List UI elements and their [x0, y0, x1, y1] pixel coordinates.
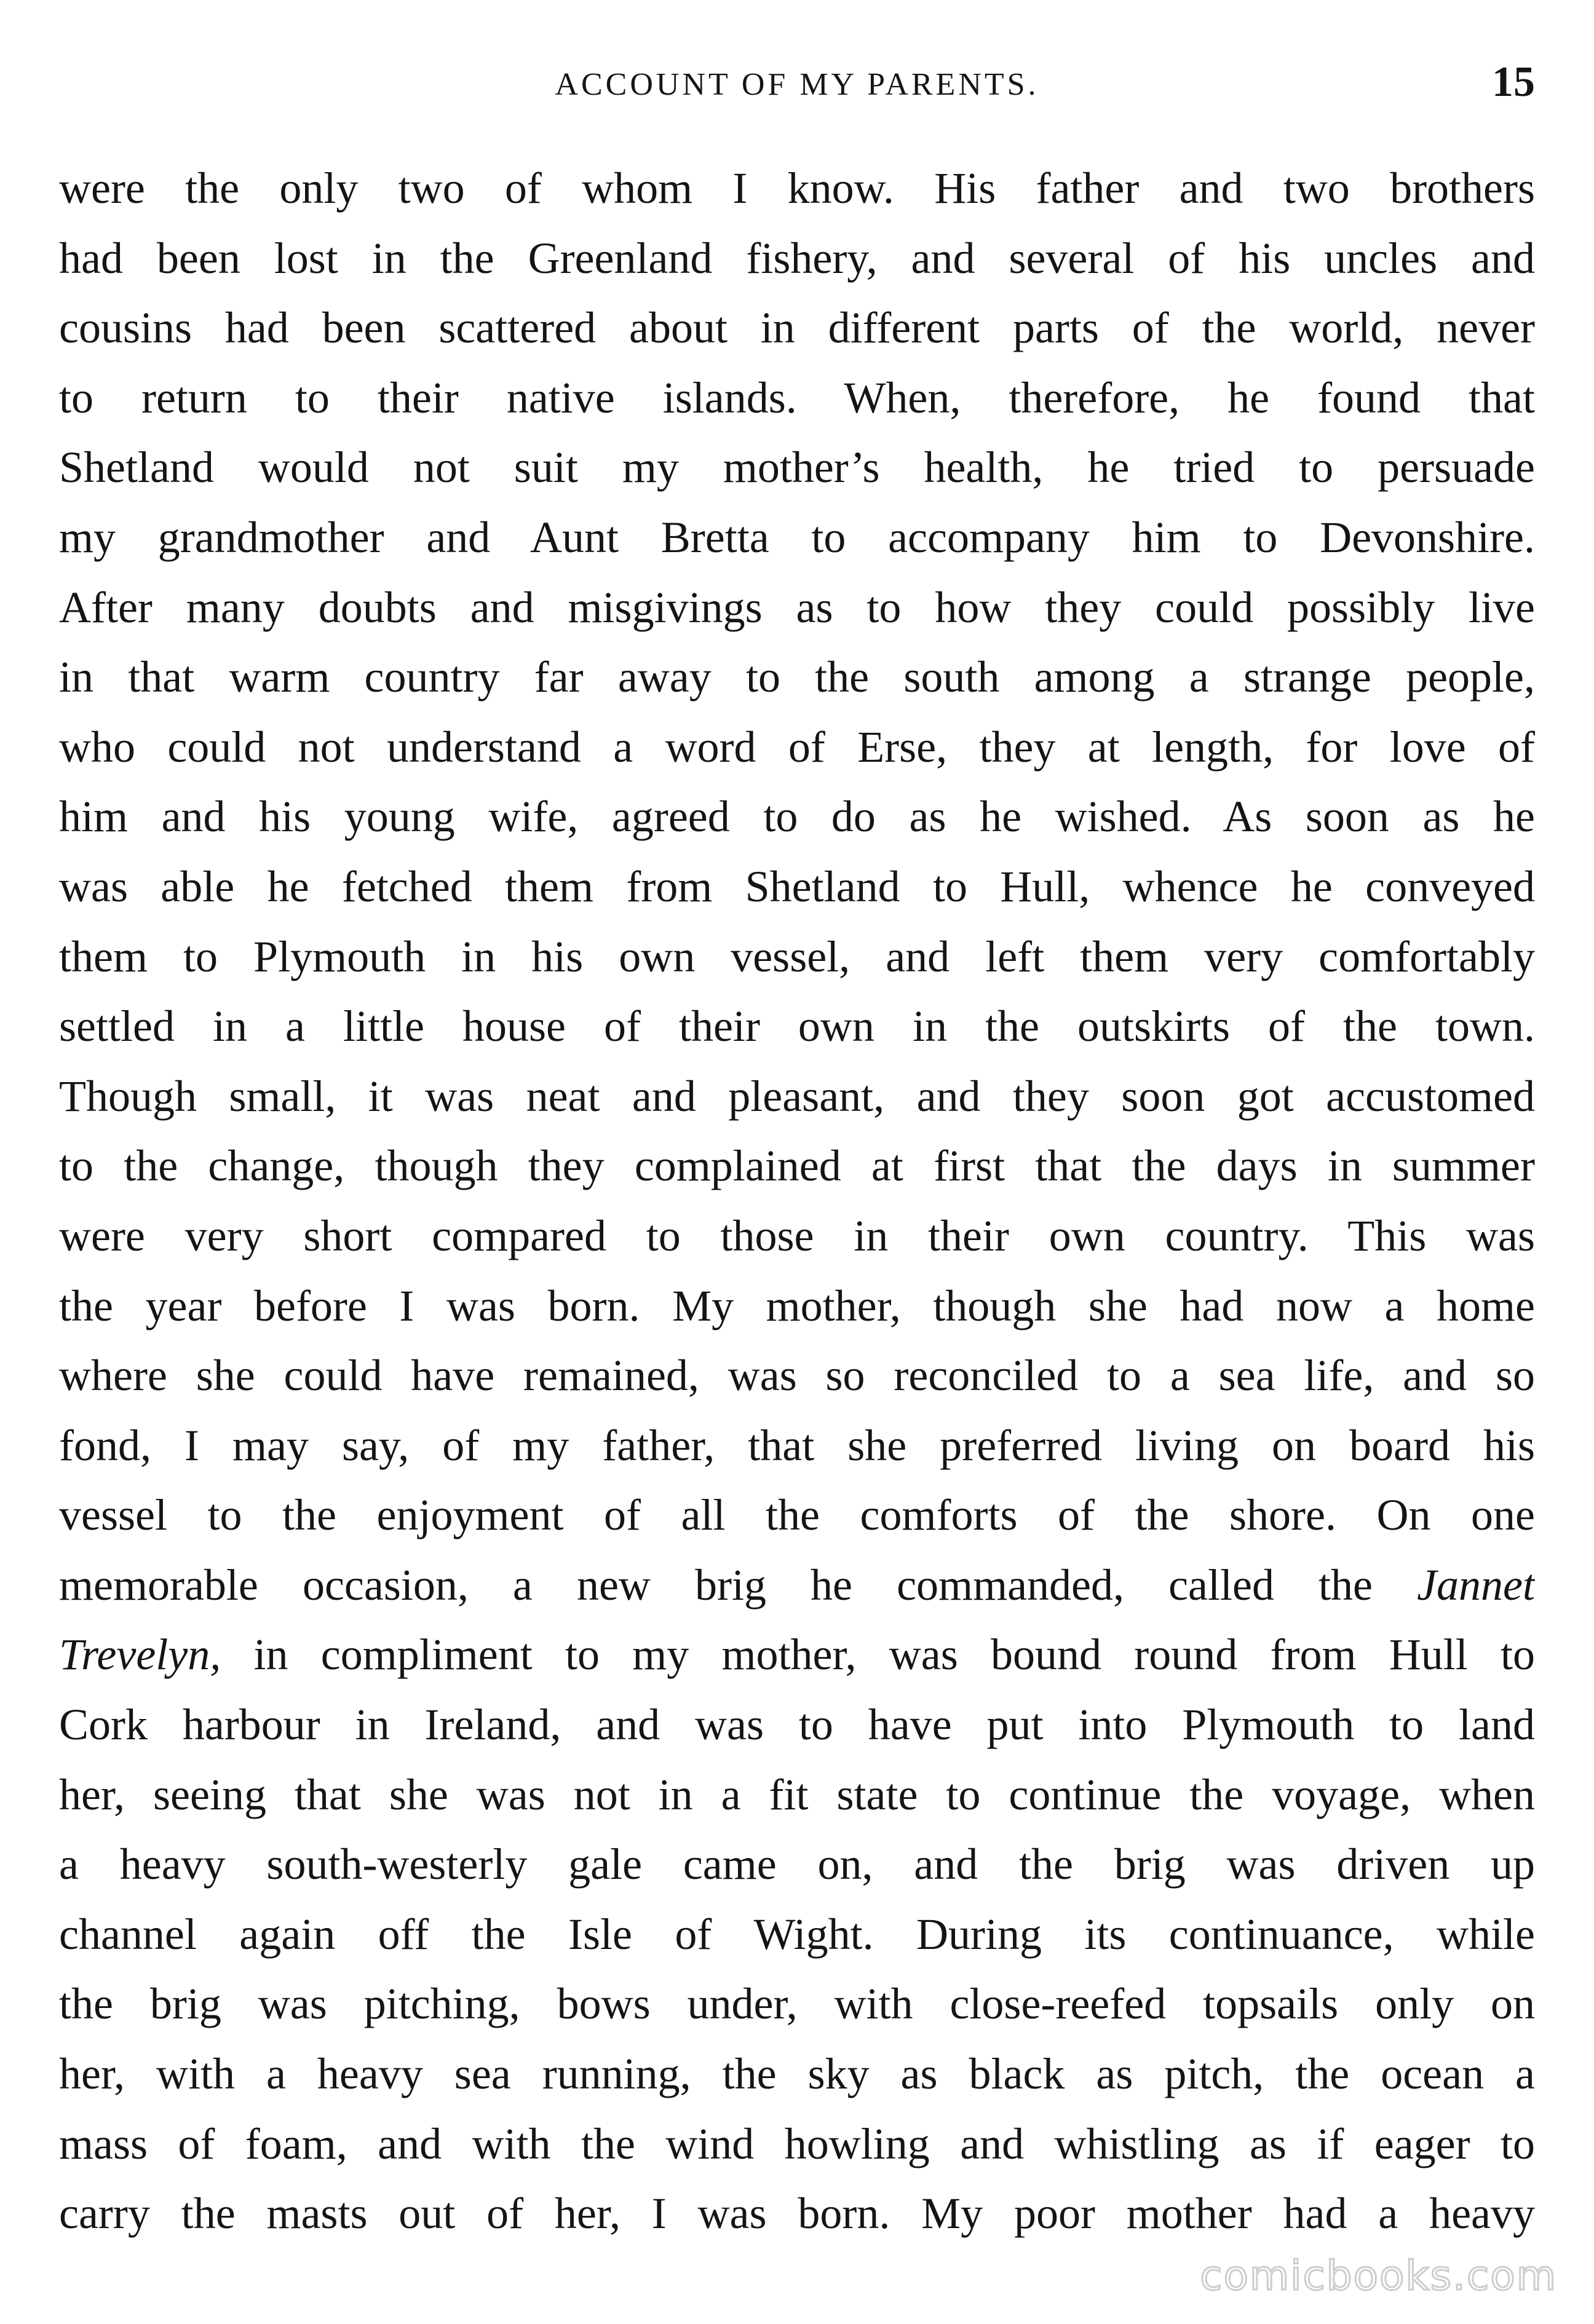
body-text	[59, 154, 1535, 2249]
text-line: vessel to the enjoyment of all the comforts of the shore. On one	[59, 1490, 1535, 1540]
page-number: 15	[1492, 58, 1535, 106]
text-line: a heavy south-westerly gale came on, and the brig was driven up	[59, 1840, 1535, 1889]
text-line: to return to their native islands. When, therefore, he found that	[59, 373, 1535, 422]
running-head	[59, 58, 1535, 111]
text-line: were very short compared to those in their own country. This was	[59, 1211, 1535, 1260]
text-line: had been lost in the Greenland fishery, and several of his uncles and	[59, 233, 1535, 283]
watermark: comicbooks.com	[1200, 2252, 1557, 2299]
text-line: the year before I was born. My mother, though she had now a home	[59, 1281, 1535, 1330]
text-line: her, seeing that she was not in a fit state to continue the voyage, when	[59, 1769, 1535, 1819]
text-line: my grandmother and Aunt Bretta to accompany him to Devonshire.	[59, 512, 1535, 562]
text-line: the brig was pitching, bows under, with close-reefed topsails only on	[59, 1979, 1535, 2029]
text-line: were the only two of whom I know. His father and two brothers	[59, 164, 1535, 213]
ship-name-part: Trevelyn,	[59, 1630, 221, 1680]
text-line: memorable occasion, a new brig he commanded, called the Jannet	[59, 1560, 1535, 1610]
running-title: ACCOUNT OF MY PARENTS.	[555, 67, 1039, 102]
text-line: him and his young wife, agreed to do as he wished. As soon as he	[59, 792, 1535, 842]
text-line: mass of foam, and with the wind howling and whistling as if eager to	[59, 2119, 1535, 2168]
text-line: channel again off the Isle of Wight. During its continuance, while	[59, 1909, 1535, 1959]
text-line: them to Plymouth in his own vessel, and left them very comfortably	[59, 931, 1535, 981]
text-line: to the change, though they complained at first that the days in summer	[59, 1141, 1535, 1191]
text-line: carry the masts out of her, I was born. My poor mother had a heavy	[59, 2189, 1535, 2239]
text-line: Though small, it was neat and pleasant, and they soon got accustomed	[59, 1071, 1535, 1121]
text-line: her, with a heavy sea running, the sky as black as pitch, the ocean a	[59, 2049, 1535, 2099]
text-line: Shetland would not suit my mother’s health, he tried to persuade	[59, 443, 1535, 492]
text-line: cousins had been scattered about in different parts of the world, never	[59, 303, 1535, 353]
text-line: in that warm country far away to the south among a strange people,	[59, 652, 1535, 702]
text-line: who could not understand a word of Erse, they at length, for love of	[59, 722, 1535, 772]
text-line: settled in a little house of their own in the outskirts of the town.	[59, 1002, 1535, 1051]
text-line: where she could have remained, was so reconciled to a sea life, and so	[59, 1351, 1535, 1401]
text-line: After many doubts and misgivings as to how they could possibly live	[59, 582, 1535, 632]
text-line: fond, I may say, of my father, that she preferred living on board his	[59, 1420, 1535, 1470]
ship-name-part: Jannet	[1417, 1560, 1535, 1610]
text-line: was able he fetched them from Shetland to Hull, whence he conveyed	[59, 861, 1535, 911]
text-line: Trevelyn, in compliment to my mother, was bound round from Hull to	[59, 1630, 1535, 1680]
text-line: Cork harbour in Ireland, and was to have put into Plymouth to land	[59, 1700, 1535, 1750]
